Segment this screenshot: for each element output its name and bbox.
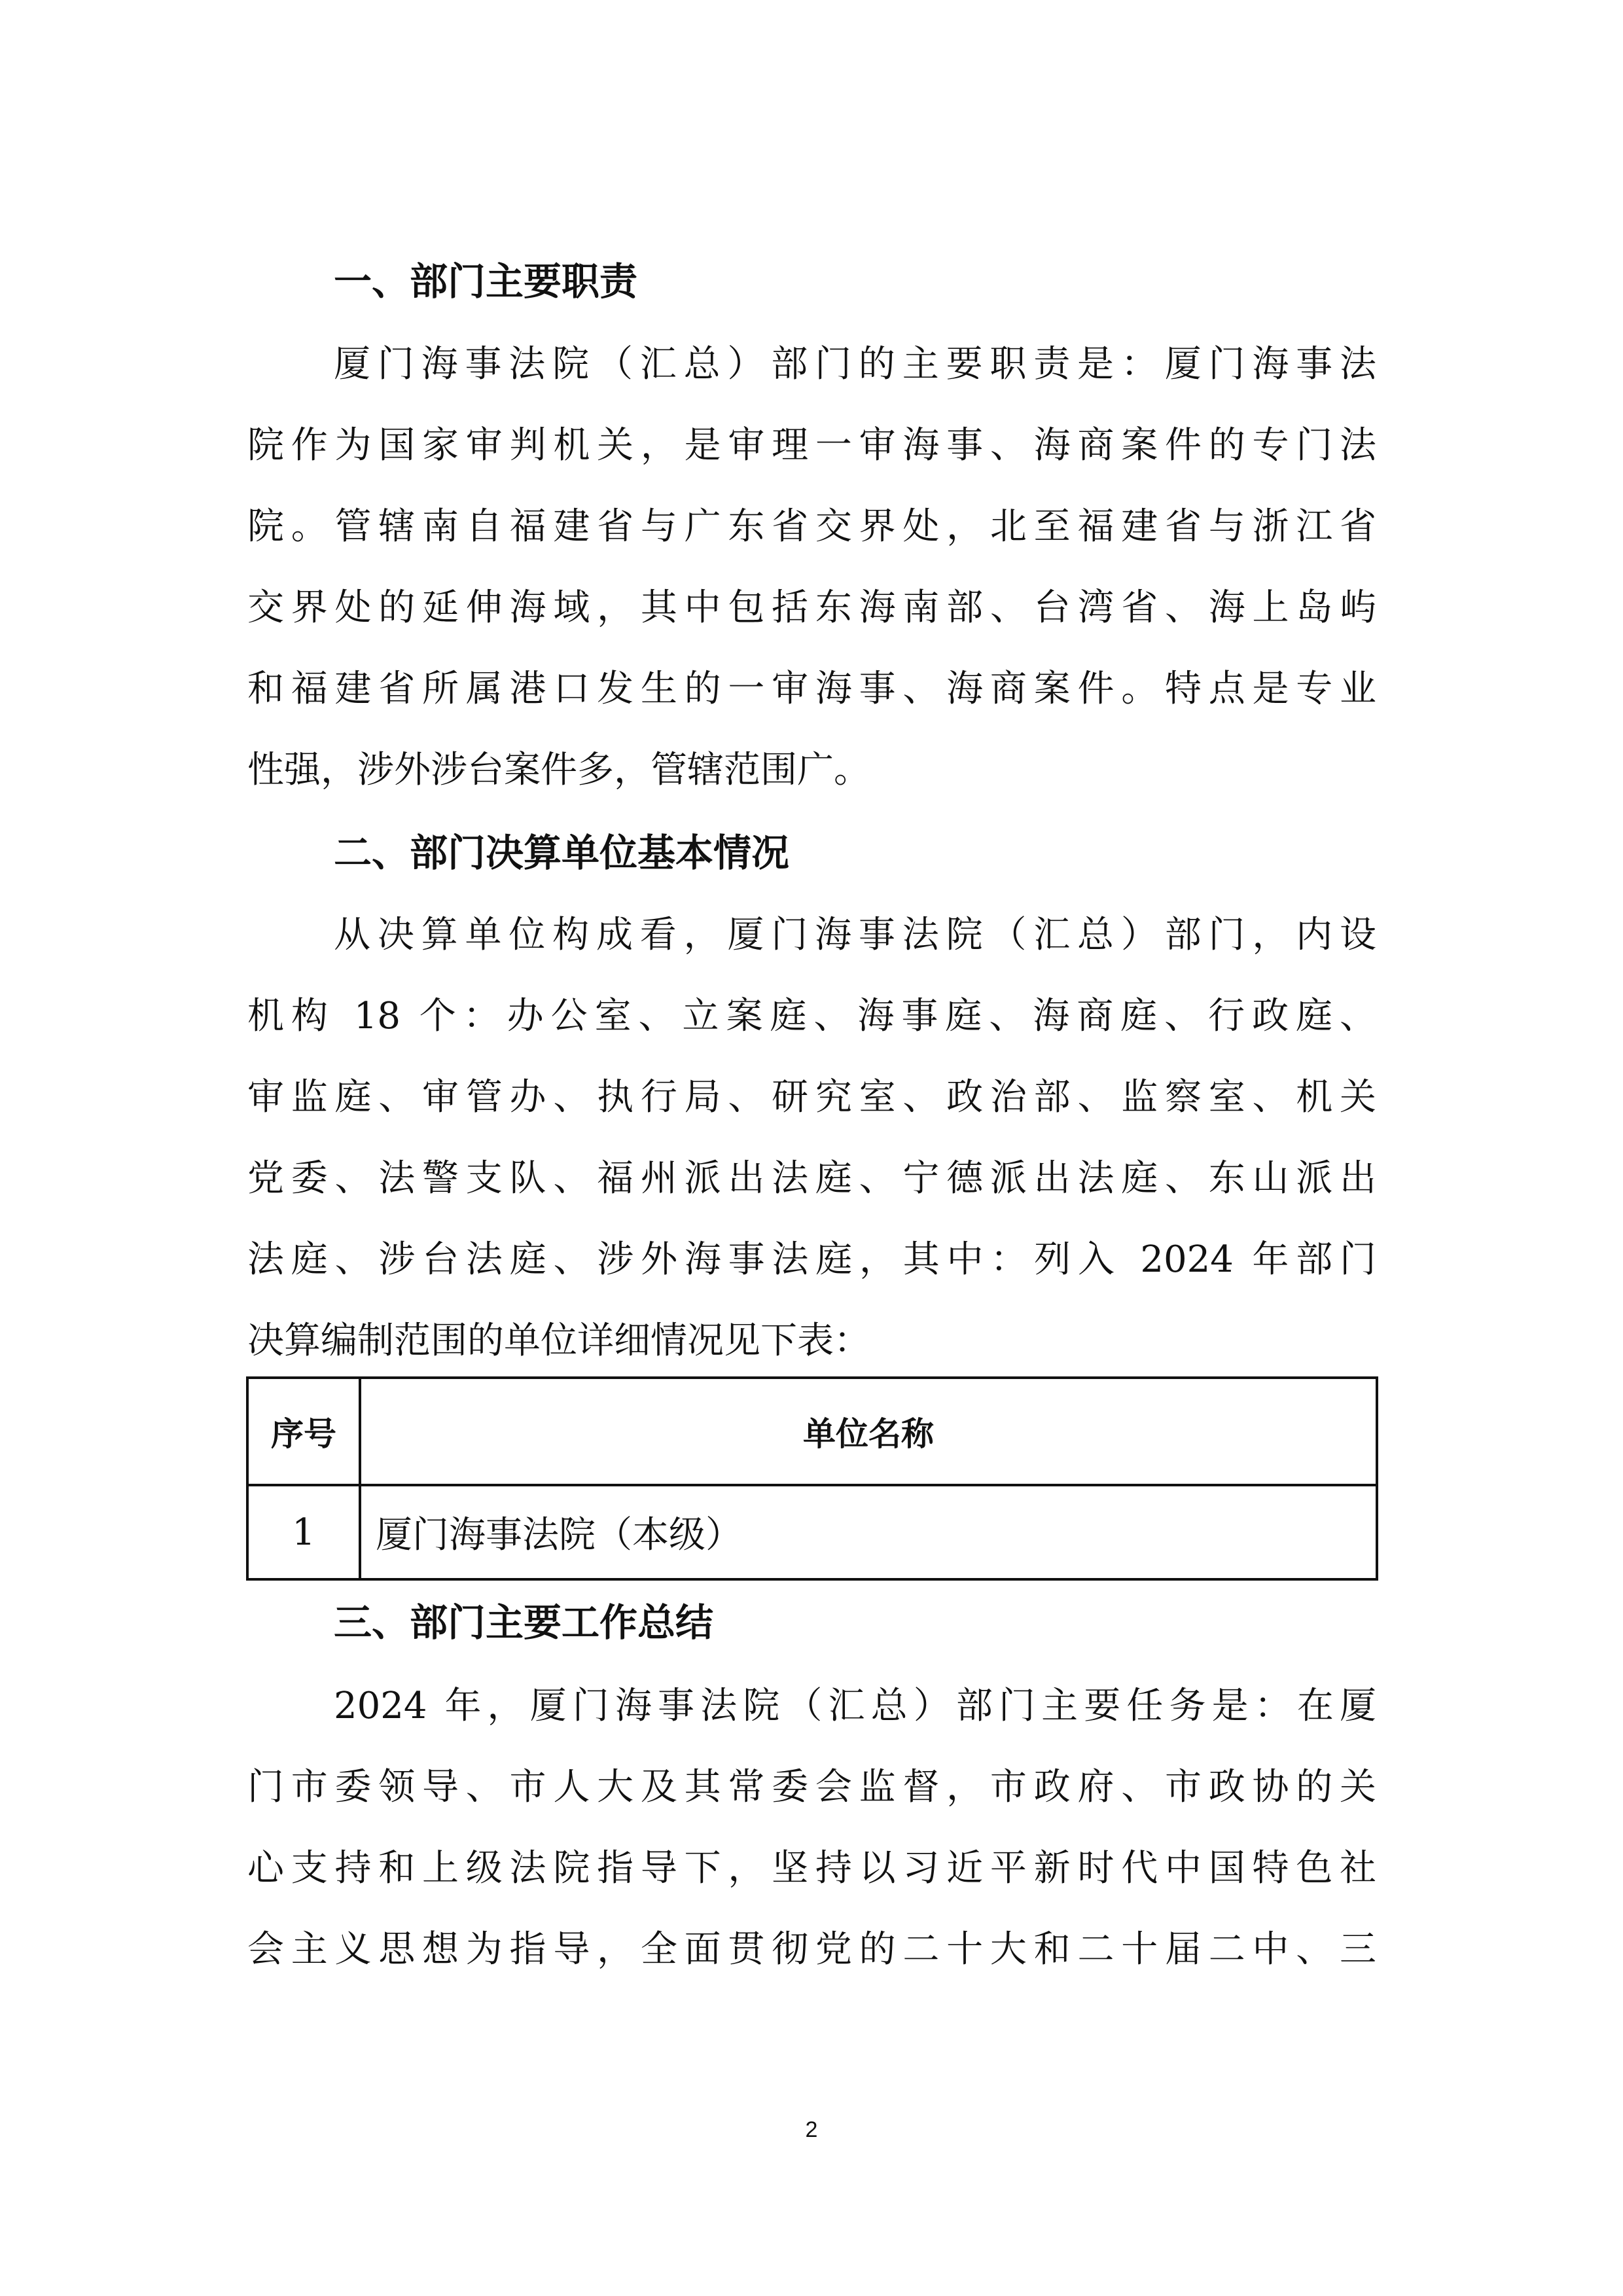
section3-heading: 三、部门主要工作总结 (334, 1600, 714, 1645)
page-number: 2 (805, 2117, 818, 2142)
section2-line-5: 法庭、涉台法庭、涉外海事法庭，其中：列入 2024 年部门 (247, 1238, 1376, 1281)
table-cell-index: 1 (247, 1485, 360, 1579)
table-header-row (247, 1378, 1377, 1485)
section2-line-3: 审监庭、审管办、执行局、研究室、政治部、监察室、机关 (247, 1076, 1376, 1119)
section3-line-1: 2024 年，厦门海事法院（汇总）部门主要任务是：在厦 (334, 1685, 1376, 1727)
section1-line-4: 交界处的延伸海域，其中包括东海南部、台湾省、海上岛屿 (247, 586, 1376, 629)
section1-line-2: 院作为国家审判机关，是审理一审海事、海商案件的专门法 (247, 424, 1376, 467)
section1-heading: 一、部门主要职责 (334, 259, 638, 304)
table-cell-unit-name: 厦门海事法院（本级） (360, 1485, 1377, 1579)
section3-line-2: 门市委领导、市人大及其常委会监督，市政府、市政协的关 (247, 1766, 1376, 1808)
unit-table (246, 1376, 1378, 1581)
section2-line-1: 从决算单位构成看，厦门海事法院（汇总）部门，内设 (334, 914, 1376, 956)
section3-line-4: 会主义思想为指导，全面贯彻党的二十大和二十届二中、三 (247, 1928, 1376, 1971)
section1-line-5: 和福建省所属港口发生的一审海事、海商案件。特点是专业 (247, 668, 1376, 710)
section3-line-3: 心支持和上级法院指导下，坚持以习近平新时代中国特色社 (247, 1847, 1376, 1890)
section2-line-6: 决算编制范围的单位详细情况见下表： (247, 1319, 870, 1362)
section1-line-3: 院。管辖南自福建省与广东省交界处，北至福建省与浙江省 (247, 505, 1376, 548)
table-header-unit-name: 单位名称 (360, 1378, 1377, 1485)
section2-line-2: 机构 18 个：办公室、立案庭、海事庭、海商庭、行政庭、 (247, 995, 1376, 1037)
section1-line-6: 性强，涉外涉台案件多，管辖范围广。 (247, 749, 870, 791)
section2-line-4: 党委、法警支队、福州派出法庭、宁德派出法庭、东山派出 (247, 1157, 1376, 1200)
table-row (247, 1485, 1377, 1579)
section2-heading: 二、部门决算单位基本情况 (334, 831, 790, 875)
section1-line-1: 厦门海事法院（汇总）部门的主要职责是：厦门海事法 (334, 343, 1376, 386)
table-header-index: 序号 (247, 1378, 360, 1485)
